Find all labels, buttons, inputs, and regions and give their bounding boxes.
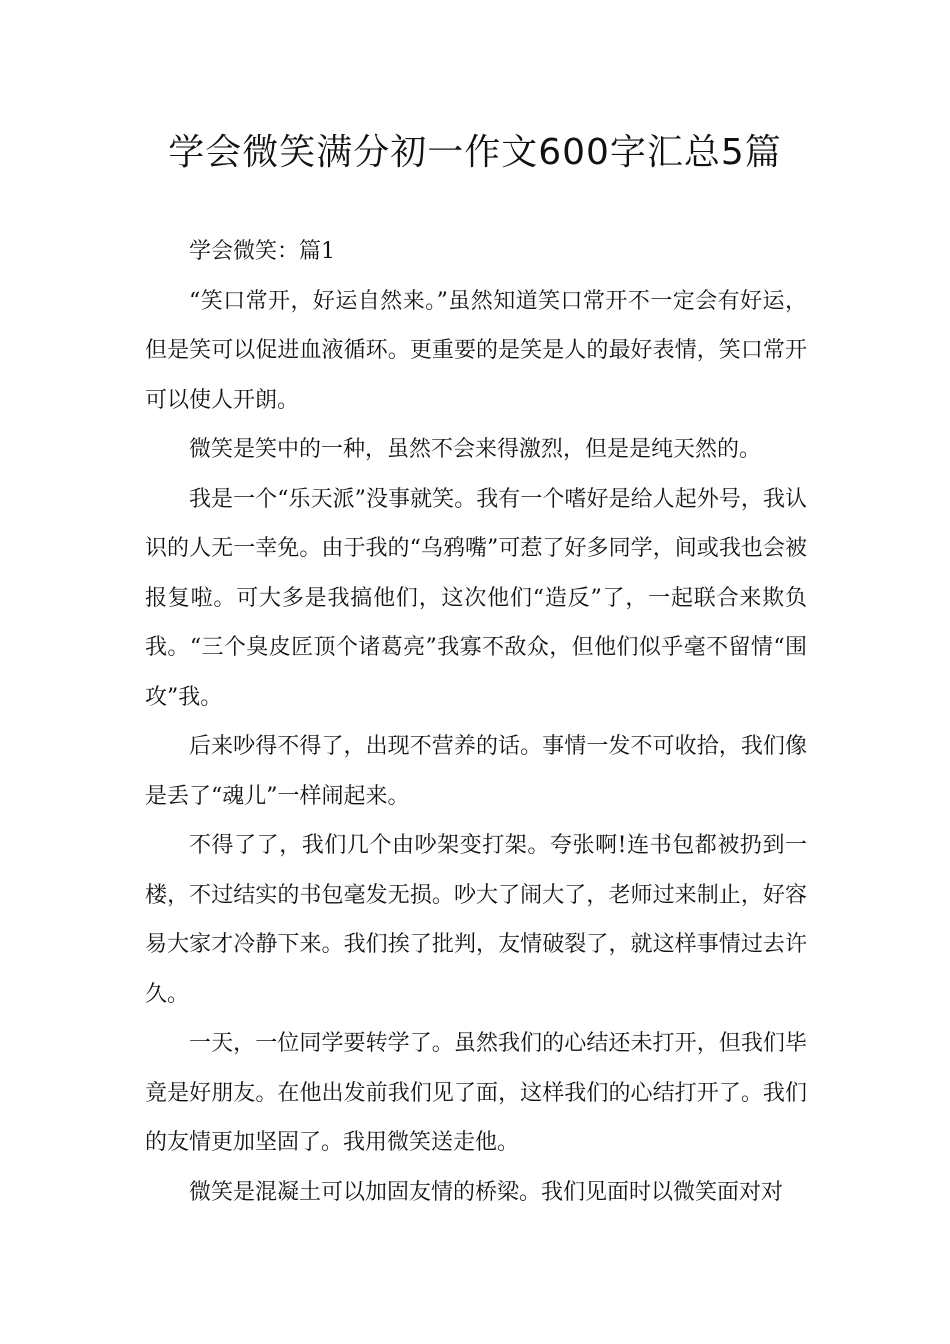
paragraph: 不得了了，我们几个由吵架变打架。夸张啊!连书包都被扔到一楼，不过结实的书包毫发无损。吵大了闹大了，老师过来制止，好容易大家才冷静下来。我们挨了批判，友情破裂了，就这样事情过去许久。 <box>145 833 807 1007</box>
paragraph: 一天，一位同学要转学了。虽然我们的心结还未打开，但我们毕竟是好朋友。在他出发前我们见了面，这样我们的心结打开了。我们的友情更加坚固了。我用微笑送走他。 <box>145 1031 807 1155</box>
paragraph: “笑口常开，好运自然来。”虽然知道笑口常开不一定会有好运，但是笑可以促进血液循环。更重要的是笑是人的最好表情，笑口常开可以使人开朗。 <box>145 288 807 413</box>
paragraph: 我是一个“乐天派”没事就笑。我有一个嗜好是给人起外号，我认识的人无一幸免。由于我的“乌鸦嘴”可惹了好多同学，间或我也会被报复啦。可大多是我搞他们，这次他们“造反”了，一起联合来欺负我。“三个臭皮匠顶个诸葛亮”我寡不敌众，但他们似乎毫不留情“围攻”我。 <box>145 486 807 710</box>
paragraph: 后来吵得不得了，出现不营养的话。事情一发不可收拾，我们像是丢了“魂儿”一样闹起来。 <box>145 734 807 809</box>
paragraph: 微笑是笑中的一种，虽然不会来得激烈，但是是纯天然的。 <box>189 437 762 462</box>
document-title: 学会微笑满分初一作文600字汇总5篇 <box>168 132 782 173</box>
section-heading: 学会微笑：篇1 <box>189 239 335 264</box>
document-body <box>145 227 807 1217</box>
paragraph: 微笑是混凝土可以加固友情的桥梁。我们见面时以微笑面对对 <box>189 1179 784 1205</box>
